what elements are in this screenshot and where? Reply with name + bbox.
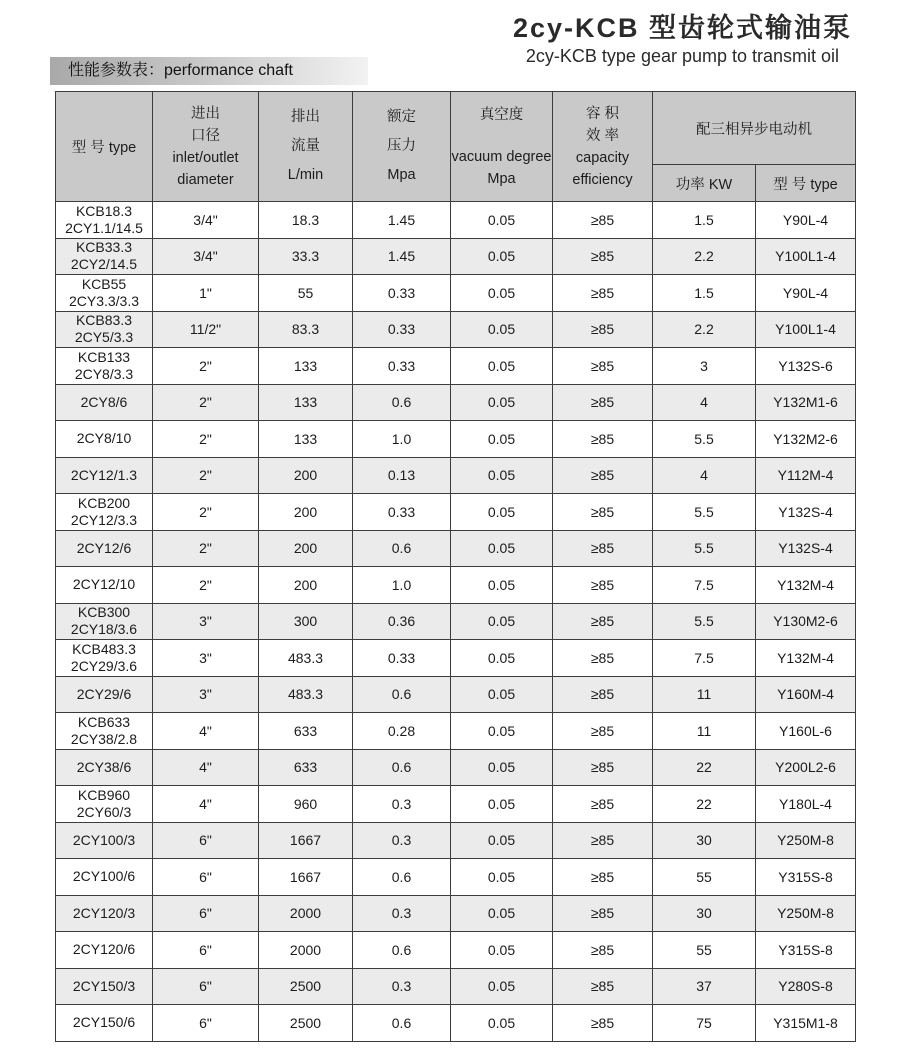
motor-cell: Y315S-8 (756, 932, 856, 969)
model-cell: 2CY12/6 (56, 530, 153, 567)
efficiency-cell: ≥85 (553, 238, 653, 275)
table-body (56, 202, 856, 1042)
motor-cell: Y100L1-4 (756, 311, 856, 348)
page-title-zh: 2cy-KCB 型齿轮式输油泵 (512, 13, 852, 43)
inlet-cell: 6" (153, 1005, 259, 1042)
efficiency-cell: ≥85 (553, 202, 653, 239)
flow-cell: 633 (259, 713, 353, 750)
inlet-cell: 6" (153, 822, 259, 859)
table-row (56, 786, 856, 823)
flow-cell: 200 (259, 567, 353, 604)
power-cell: 5.5 (653, 421, 756, 458)
power-cell: 5.5 (653, 603, 756, 640)
efficiency-cell: ≥85 (553, 421, 653, 458)
motor-cell: Y250M-8 (756, 895, 856, 932)
motor-cell: Y90L-4 (756, 202, 856, 239)
pressure-cell: 1.45 (353, 202, 451, 239)
table-header (56, 92, 856, 202)
flow-cell: 2000 (259, 932, 353, 969)
flow-cell: 133 (259, 421, 353, 458)
flow-cell: 55 (259, 275, 353, 312)
motor-cell: Y132M-4 (756, 640, 856, 677)
efficiency-cell: ≥85 (553, 457, 653, 494)
vacuum-cell: 0.05 (451, 822, 553, 859)
header-pressure: 额定 压力 Mpa (353, 92, 451, 202)
model-cell: KCB633 2CY38/2.8 (56, 713, 153, 750)
pressure-cell: 0.3 (353, 895, 451, 932)
power-cell: 22 (653, 749, 756, 786)
model-cell: 2CY100/6 (56, 859, 153, 896)
model-cell: KCB483.3 2CY29/3.6 (56, 640, 153, 677)
model-cell: 2CY150/3 (56, 968, 153, 1005)
pressure-cell: 0.3 (353, 968, 451, 1005)
table-row (56, 384, 856, 421)
vacuum-cell: 0.05 (451, 530, 553, 567)
inlet-cell: 6" (153, 932, 259, 969)
model-cell: 2CY100/3 (56, 822, 153, 859)
table-row (56, 202, 856, 239)
pressure-cell: 0.33 (353, 311, 451, 348)
motor-cell: Y180L-4 (756, 786, 856, 823)
motor-cell: Y112M-4 (756, 457, 856, 494)
table-row (56, 932, 856, 969)
power-cell: 1.5 (653, 202, 756, 239)
table-row (56, 603, 856, 640)
power-cell: 75 (653, 1005, 756, 1042)
flow-cell: 1667 (259, 822, 353, 859)
section-header: 性能参数表：performance chaft (50, 57, 368, 85)
table-row (56, 311, 856, 348)
table-row (56, 238, 856, 275)
header-motor-group: 配三相异步电动机 (653, 92, 856, 165)
efficiency-cell: ≥85 (553, 932, 653, 969)
table-row (56, 494, 856, 531)
pressure-cell: 1.0 (353, 421, 451, 458)
flow-cell: 133 (259, 348, 353, 385)
model-cell: KCB18.3 2CY1.1/14.5 (56, 202, 153, 239)
motor-cell: Y130M2-6 (756, 603, 856, 640)
efficiency-cell: ≥85 (553, 494, 653, 531)
efficiency-cell: ≥85 (553, 676, 653, 713)
vacuum-cell: 0.05 (451, 859, 553, 896)
power-cell: 37 (653, 968, 756, 1005)
inlet-cell: 2" (153, 384, 259, 421)
vacuum-cell: 0.05 (451, 567, 553, 604)
motor-cell: Y132M1-6 (756, 384, 856, 421)
efficiency-cell: ≥85 (553, 713, 653, 750)
efficiency-cell: ≥85 (553, 640, 653, 677)
flow-cell: 2500 (259, 1005, 353, 1042)
inlet-cell: 6" (153, 859, 259, 896)
power-cell: 5.5 (653, 530, 756, 567)
motor-cell: Y160L-6 (756, 713, 856, 750)
model-cell: 2CY38/6 (56, 749, 153, 786)
flow-cell: 483.3 (259, 640, 353, 677)
vacuum-cell: 0.05 (451, 348, 553, 385)
inlet-cell: 3" (153, 676, 259, 713)
inlet-cell: 11/2" (153, 311, 259, 348)
motor-cell: Y132S-6 (756, 348, 856, 385)
header-motor-power: 功率 KW (653, 165, 756, 202)
table-row (56, 567, 856, 604)
flow-cell: 200 (259, 494, 353, 531)
model-cell: KCB200 2CY12/3.3 (56, 494, 153, 531)
efficiency-cell: ≥85 (553, 895, 653, 932)
inlet-cell: 4" (153, 713, 259, 750)
pressure-cell: 1.0 (353, 567, 451, 604)
vacuum-cell: 0.05 (451, 275, 553, 312)
vacuum-cell: 0.05 (451, 238, 553, 275)
pressure-cell: 0.6 (353, 932, 451, 969)
inlet-cell: 1" (153, 275, 259, 312)
model-cell: KCB300 2CY18/3.6 (56, 603, 153, 640)
motor-cell: Y100L1-4 (756, 238, 856, 275)
inlet-cell: 3" (153, 603, 259, 640)
power-cell: 7.5 (653, 567, 756, 604)
model-cell: KCB83.3 2CY5/3.3 (56, 311, 153, 348)
table-row (56, 457, 856, 494)
flow-cell: 1667 (259, 859, 353, 896)
pressure-cell: 0.33 (353, 640, 451, 677)
power-cell: 7.5 (653, 640, 756, 677)
pressure-cell: 0.6 (353, 749, 451, 786)
power-cell: 5.5 (653, 494, 756, 531)
table-row (56, 275, 856, 312)
model-cell: 2CY8/6 (56, 384, 153, 421)
pressure-cell: 0.6 (353, 530, 451, 567)
pressure-cell: 0.6 (353, 676, 451, 713)
inlet-cell: 2" (153, 348, 259, 385)
inlet-cell: 2" (153, 421, 259, 458)
inlet-cell: 6" (153, 968, 259, 1005)
flow-cell: 200 (259, 457, 353, 494)
model-cell: 2CY8/10 (56, 421, 153, 458)
efficiency-cell: ≥85 (553, 348, 653, 385)
model-cell: KCB55 2CY3.3/3.3 (56, 275, 153, 312)
header-model: 型 号 type (56, 92, 153, 202)
motor-cell: Y132M-4 (756, 567, 856, 604)
motor-cell: Y280S-8 (756, 968, 856, 1005)
vacuum-cell: 0.05 (451, 932, 553, 969)
model-cell: KCB133 2CY8/3.3 (56, 348, 153, 385)
vacuum-cell: 0.05 (451, 713, 553, 750)
inlet-cell: 2" (153, 530, 259, 567)
vacuum-cell: 0.05 (451, 202, 553, 239)
flow-cell: 200 (259, 530, 353, 567)
efficiency-cell: ≥85 (553, 786, 653, 823)
flow-cell: 633 (259, 749, 353, 786)
model-cell: KCB960 2CY60/3 (56, 786, 153, 823)
header-inlet-diameter: 进出 口径 inlet/outlet diameter (153, 92, 259, 202)
motor-cell: Y132S-4 (756, 530, 856, 567)
performance-table (55, 91, 856, 1042)
efficiency-cell: ≥85 (553, 275, 653, 312)
vacuum-cell: 0.05 (451, 311, 553, 348)
vacuum-cell: 0.05 (451, 968, 553, 1005)
pressure-cell: 0.33 (353, 348, 451, 385)
flow-cell: 83.3 (259, 311, 353, 348)
flow-cell: 2500 (259, 968, 353, 1005)
flow-cell: 483.3 (259, 676, 353, 713)
pressure-cell: 0.33 (353, 494, 451, 531)
inlet-cell: 2" (153, 567, 259, 604)
efficiency-cell: ≥85 (553, 603, 653, 640)
table-row (56, 421, 856, 458)
power-cell: 2.2 (653, 238, 756, 275)
power-cell: 30 (653, 895, 756, 932)
pressure-cell: 0.36 (353, 603, 451, 640)
table-row (56, 822, 856, 859)
pressure-cell: 0.6 (353, 1005, 451, 1042)
inlet-cell: 4" (153, 749, 259, 786)
vacuum-cell: 0.05 (451, 786, 553, 823)
page-title-block (513, 6, 852, 67)
vacuum-cell: 0.05 (451, 749, 553, 786)
pressure-cell: 0.6 (353, 859, 451, 896)
efficiency-cell: ≥85 (553, 530, 653, 567)
inlet-cell: 2" (153, 457, 259, 494)
header-motor-model: 型 号 type (756, 165, 856, 202)
efficiency-cell: ≥85 (553, 822, 653, 859)
pressure-cell: 0.33 (353, 275, 451, 312)
efficiency-cell: ≥85 (553, 968, 653, 1005)
power-cell: 4 (653, 384, 756, 421)
motor-cell: Y200L2-6 (756, 749, 856, 786)
table-row (56, 640, 856, 677)
inlet-cell: 3/4" (153, 238, 259, 275)
power-cell: 30 (653, 822, 756, 859)
page-title-en: 2cy-KCB type gear pump to transmit oil (525, 46, 840, 66)
flow-cell: 33.3 (259, 238, 353, 275)
vacuum-cell: 0.05 (451, 676, 553, 713)
model-cell: 2CY12/10 (56, 567, 153, 604)
inlet-cell: 2" (153, 494, 259, 531)
inlet-cell: 3" (153, 640, 259, 677)
inlet-cell: 4" (153, 786, 259, 823)
vacuum-cell: 0.05 (451, 494, 553, 531)
flow-cell: 18.3 (259, 202, 353, 239)
efficiency-cell: ≥85 (553, 859, 653, 896)
power-cell: 4 (653, 457, 756, 494)
vacuum-cell: 0.05 (451, 384, 553, 421)
model-cell: KCB33.3 2CY2/14.5 (56, 238, 153, 275)
efficiency-cell: ≥85 (553, 749, 653, 786)
table-row (56, 530, 856, 567)
power-cell: 2.2 (653, 311, 756, 348)
motor-cell: Y250M-8 (756, 822, 856, 859)
power-cell: 11 (653, 713, 756, 750)
power-cell: 55 (653, 859, 756, 896)
model-cell: 2CY120/3 (56, 895, 153, 932)
table-row (56, 676, 856, 713)
flow-cell: 133 (259, 384, 353, 421)
vacuum-cell: 0.05 (451, 457, 553, 494)
table-row (56, 895, 856, 932)
model-cell: 2CY120/6 (56, 932, 153, 969)
power-cell: 22 (653, 786, 756, 823)
inlet-cell: 6" (153, 895, 259, 932)
motor-cell: Y132M2-6 (756, 421, 856, 458)
flow-cell: 2000 (259, 895, 353, 932)
motor-cell: Y315M1-8 (756, 1005, 856, 1042)
table-row (56, 713, 856, 750)
model-cell: 2CY12/1.3 (56, 457, 153, 494)
vacuum-cell: 0.05 (451, 421, 553, 458)
table-row (56, 968, 856, 1005)
power-cell: 3 (653, 348, 756, 385)
pressure-cell: 0.3 (353, 786, 451, 823)
motor-cell: Y132S-4 (756, 494, 856, 531)
table-row (56, 1005, 856, 1042)
pressure-cell: 1.45 (353, 238, 451, 275)
flow-cell: 960 (259, 786, 353, 823)
power-cell: 1.5 (653, 275, 756, 312)
motor-cell: Y315S-8 (756, 859, 856, 896)
model-cell: 2CY29/6 (56, 676, 153, 713)
motor-cell: Y160M-4 (756, 676, 856, 713)
pressure-cell: 0.13 (353, 457, 451, 494)
table-row (56, 749, 856, 786)
header-vacuum: 真空度 vacuum degree Mpa (451, 92, 553, 202)
table-row (56, 859, 856, 896)
efficiency-cell: ≥85 (553, 567, 653, 604)
vacuum-cell: 0.05 (451, 603, 553, 640)
table-row (56, 348, 856, 385)
efficiency-cell: ≥85 (553, 311, 653, 348)
power-cell: 11 (653, 676, 756, 713)
vacuum-cell: 0.05 (451, 895, 553, 932)
header-flow: 排出 流量 L/min (259, 92, 353, 202)
vacuum-cell: 0.05 (451, 1005, 553, 1042)
inlet-cell: 3/4" (153, 202, 259, 239)
pressure-cell: 0.28 (353, 713, 451, 750)
efficiency-cell: ≥85 (553, 384, 653, 421)
pressure-cell: 0.6 (353, 384, 451, 421)
efficiency-cell: ≥85 (553, 1005, 653, 1042)
power-cell: 55 (653, 932, 756, 969)
header-efficiency: 容 积 效 率 capacity efficiency (553, 92, 653, 202)
motor-cell: Y90L-4 (756, 275, 856, 312)
vacuum-cell: 0.05 (451, 640, 553, 677)
model-cell: 2CY150/6 (56, 1005, 153, 1042)
pressure-cell: 0.3 (353, 822, 451, 859)
flow-cell: 300 (259, 603, 353, 640)
